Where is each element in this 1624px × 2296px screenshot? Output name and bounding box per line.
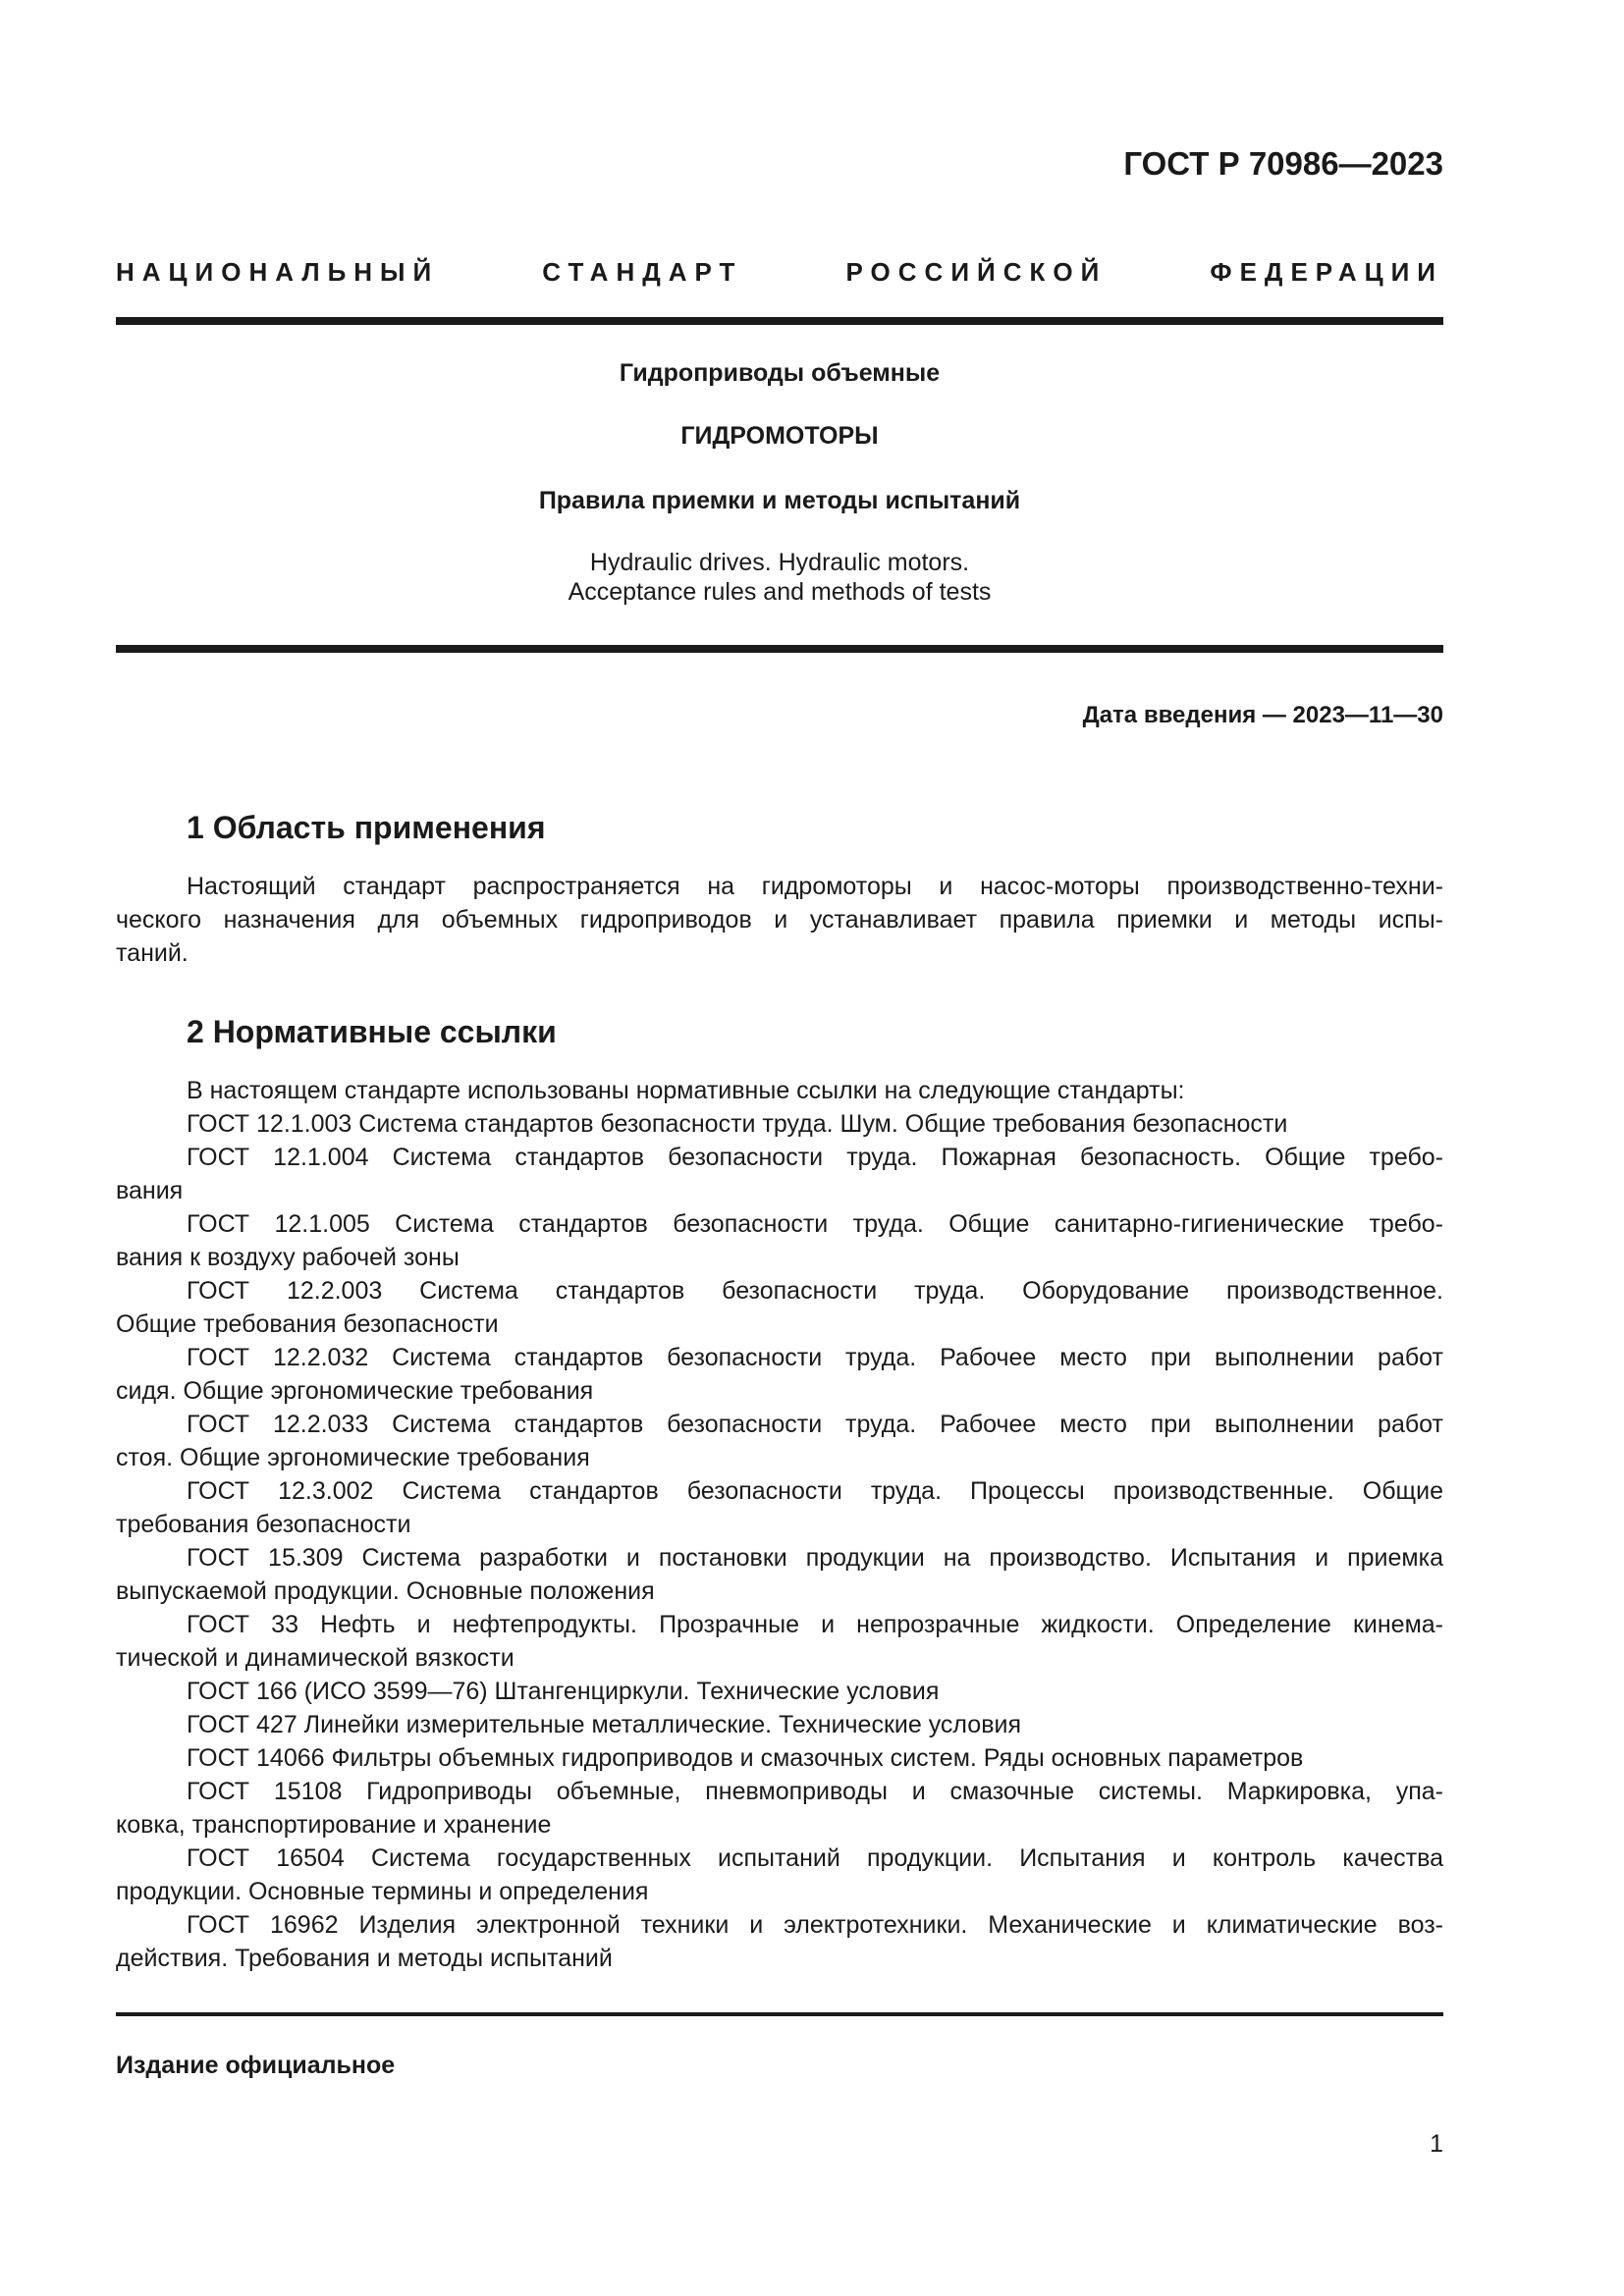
paragraph-line: Настоящий стандарт распространяется на гидромоторы и насос-моторы производственно-техни- — [187, 873, 1443, 900]
reference-line: ГОСТ 12.1.005 Система стандартов безопасности труда. Общие санитарно-гигиенические требо- — [187, 1210, 1443, 1238]
reference-line: ковка, транспортирование и хранение — [116, 1811, 552, 1839]
reference-line: ГОСТ 15.309 Система разработки и постановки продукции на производство. Испытания и приемка — [187, 1544, 1443, 1572]
title-line-1: Гидроприводы объемные — [619, 359, 941, 387]
paragraph-line: ческого назначения для объемных гидроприводов и устанавливает правила приемки и методы испы- — [116, 906, 1443, 934]
gost-number: ГОСТ Р 70986—2023 — [1123, 145, 1443, 182]
reference-line: требования безопасности — [116, 1511, 411, 1538]
reference-line: стоя. Общие эргономические требования — [116, 1444, 590, 1471]
reference-line: ГОСТ 12.2.032 Система стандартов безопасности труда. Рабочее место при выполнении работ — [187, 1344, 1443, 1371]
reference-line: ГОСТ 12.1.003 Система стандартов безопасности труда. Шум. Общие требования безопасности — [187, 1110, 1288, 1138]
reference-line: Общие требования безопасности — [116, 1310, 499, 1338]
reference-line: тической и динамической вязкости — [116, 1644, 514, 1672]
reference-line: вания — [116, 1177, 184, 1204]
reference-line: вания к воздуху рабочей зоны — [116, 1244, 460, 1271]
section-2-heading: 2 Нормативные ссылки — [187, 1014, 557, 1049]
page-number: 1 — [1430, 2130, 1443, 2158]
top-divider — [116, 317, 1443, 325]
reference-line: ГОСТ 12.3.002 Система стандартов безопасности труда. Процессы производственные. Общие — [187, 1477, 1443, 1505]
reference-intro: В настоящем стандарте использованы нормативные ссылки на следующие стандарты: — [187, 1077, 1185, 1104]
reference-line: ГОСТ 427 Линейки измерительные металлические. Технические условия — [187, 1711, 1021, 1738]
introduction-date: Дата введения — 2023—11—30 — [1082, 702, 1443, 728]
reference-line: ГОСТ 166 (ИСО 3599—76) Штангенциркули. Технические условия — [187, 1678, 940, 1705]
national-standard-title: НАЦИОНАЛЬНЫЙ СТАНДАРТ РОССИЙСКОЙ ФЕДЕРАЦИИ — [116, 257, 1443, 287]
official-edition-label: Издание официальное — [116, 2052, 396, 2079]
reference-line: ГОСТ 33 Нефть и нефтепродукты. Прозрачные и непрозрачные жидкости. Определение кинема- — [187, 1611, 1443, 1638]
title-english-line-1: Hydraulic drives. Hydraulic motors. — [589, 549, 970, 576]
title-line-2: ГИДРОМОТОРЫ — [680, 422, 879, 450]
reference-line: ГОСТ 12.1.004 Система стандартов безопасности труда. Пожарная безопасность. Общие требо- — [187, 1144, 1443, 1171]
reference-line: ГОСТ 12.2.033 Система стандартов безопасности труда. Рабочее место при выполнении работ — [187, 1411, 1443, 1438]
reference-line: действия. Требования и методы испытаний — [116, 1945, 613, 1972]
normative-references-list — [116, 1074, 1443, 1975]
section-1-heading: 1 Область применения — [187, 810, 546, 845]
reference-line: ГОСТ 15108 Гидроприводы объемные, пневмоприводы и смазочные системы. Маркировка, упа- — [187, 1778, 1443, 1805]
paragraph-line: таний. — [116, 939, 189, 967]
footer-divider — [116, 2012, 1443, 2016]
title-divider — [116, 645, 1443, 653]
reference-line: ГОСТ 14066 Фильтры объемных гидроприводов и смазочных систем. Ряды основных параметров — [187, 1744, 1304, 1772]
reference-line: ГОСТ 16504 Система государственных испытаний продукции. Испытания и контроль качества — [187, 1844, 1443, 1872]
reference-line: сидя. Общие эргономические требования — [116, 1377, 594, 1405]
reference-line: ГОСТ 16962 Изделия электронной техники и электротехники. Механические и климатические воз- — [187, 1911, 1443, 1939]
reference-line: выпускаемой продукции. Основные положения — [116, 1577, 655, 1605]
title-english-line-2: Acceptance rules and methods of tests — [568, 578, 992, 606]
reference-line: продукции. Основные термины и определения — [116, 1878, 649, 1905]
title-line-3: Правила приемки и методы испытаний — [538, 487, 1021, 514]
scope-paragraph — [116, 870, 1443, 970]
reference-line: ГОСТ 12.2.003 Система стандартов безопасности труда. Оборудование производственное. — [187, 1277, 1443, 1305]
